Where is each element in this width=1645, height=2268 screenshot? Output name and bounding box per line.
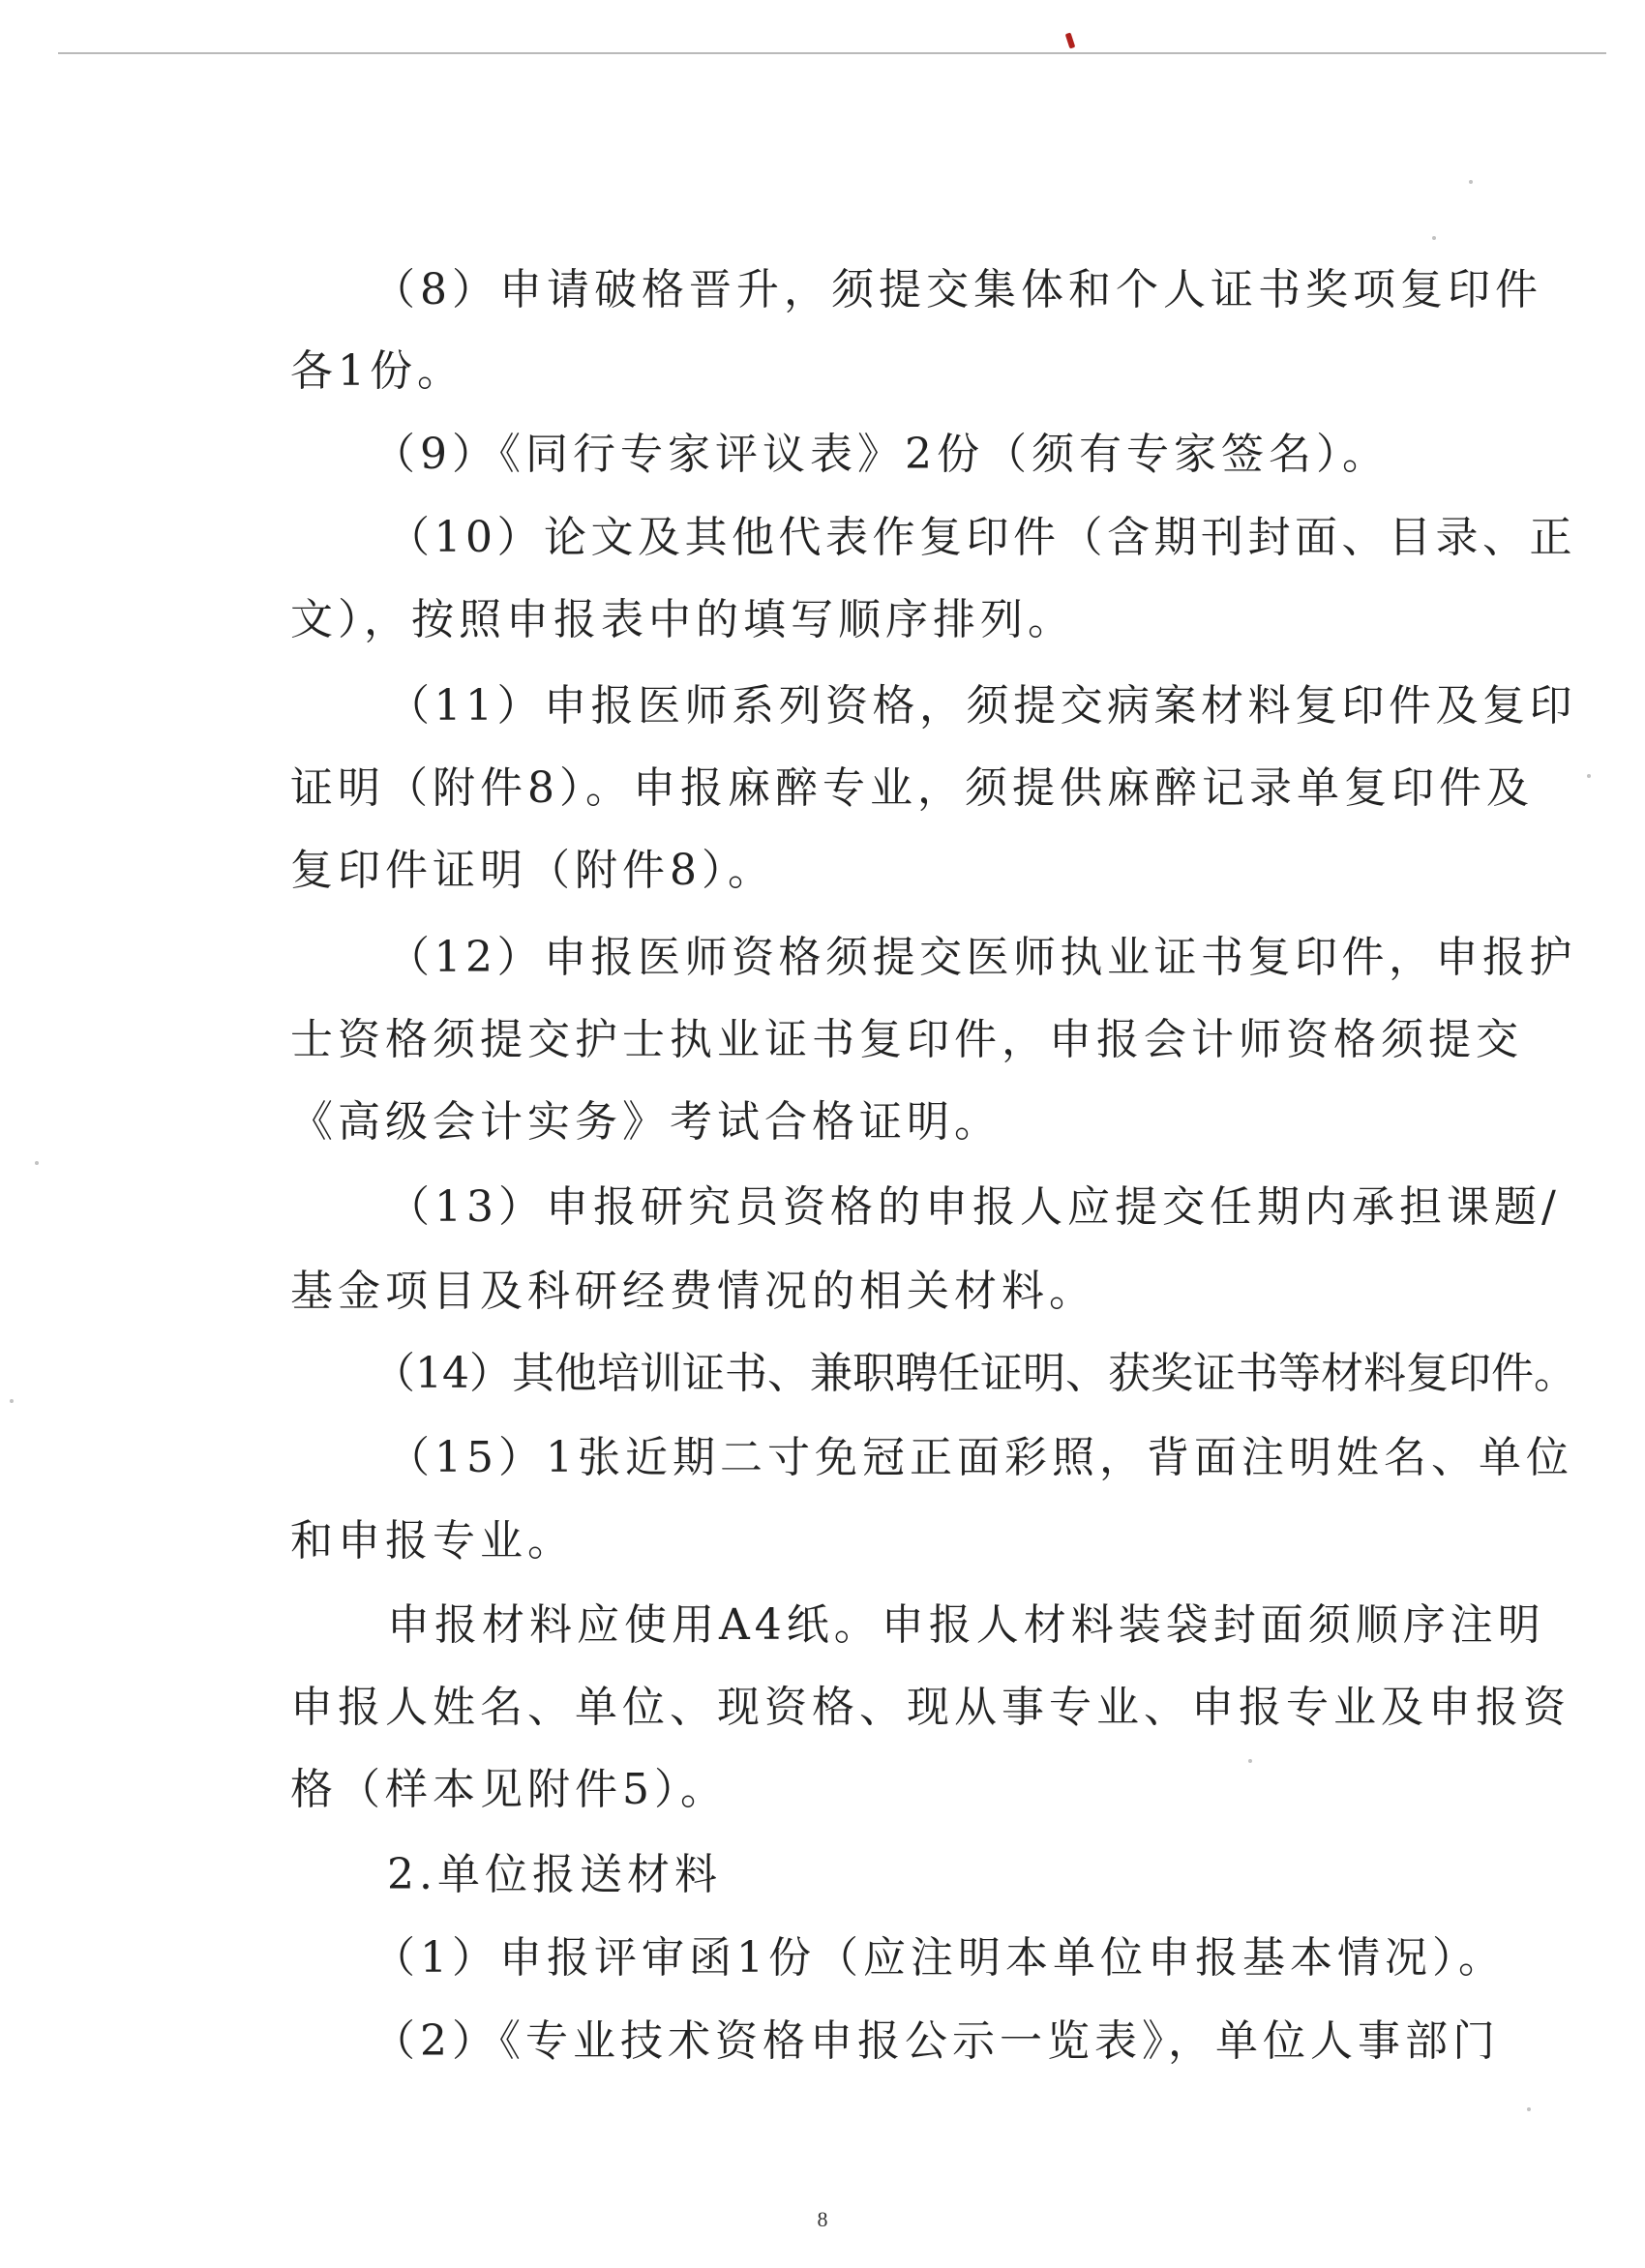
text-line: （11）申报医师系列资格，须提交病案材料复印件及复印 xyxy=(387,681,1576,731)
text-line: 文），按照申报表中的填写顺序排列。 xyxy=(290,595,1075,644)
text-line: 和申报专业。 xyxy=(290,1516,575,1566)
text-line: 《高级会计实务》考试合格证明。 xyxy=(290,1097,1002,1147)
text-line: 士资格须提交护士执业证书复印件，申报会计师资格须提交 xyxy=(290,1015,1523,1064)
text-line: （14）其他培训证书、兼职聘任证明、获奖证书等材料复印件。 xyxy=(373,1349,1576,1398)
text-line: （15）1张近期二寸免冠正面彩照，背面注明姓名、单位 xyxy=(387,1433,1573,1482)
text-line: 基金项目及科研经费情况的相关材料。 xyxy=(290,1267,1096,1316)
text-line: 各1份。 xyxy=(290,346,464,396)
text-line: 格（样本见附件5）。 xyxy=(290,1765,728,1814)
text-line: （1）申报评审函1份（应注明本单位申报基本情况）。 xyxy=(373,1933,1506,1983)
text-line: 复印件证明（附件8）。 xyxy=(290,846,775,895)
text-line: （8）申请破格晋升，须提交集体和个人证书奖项复印件 xyxy=(373,265,1542,314)
text-line: （10）论文及其他代表作复印件（含期刊封面、目录、正 xyxy=(387,513,1576,562)
text-line: 申报人姓名、单位、现资格、现从事专业、申报专业及申报资 xyxy=(290,1683,1570,1732)
text-line: （12）申报医师资格须提交医师执业证书复印件，申报护 xyxy=(387,933,1576,982)
text-line: 证明（附件8）。申报麻醉专业，须提供麻醉记录单复印件及 xyxy=(290,763,1534,813)
text-line: （2）《专业技术资格申报公示一览表》，单位人事部门 xyxy=(373,2016,1500,2066)
text-line: （13）申报研究员资格的申报人应提交任期内承担课题/ xyxy=(387,1182,1561,1232)
section-heading: 2.单位报送材料 xyxy=(387,1850,722,1899)
text-line: （9）《同行专家评议表》2份（须有专家签名）。 xyxy=(373,430,1390,479)
page-number: 8 xyxy=(817,2207,828,2231)
text-line: 申报材料应使用A4纸。申报人材料装袋封面须顺序注明 xyxy=(387,1600,1545,1650)
